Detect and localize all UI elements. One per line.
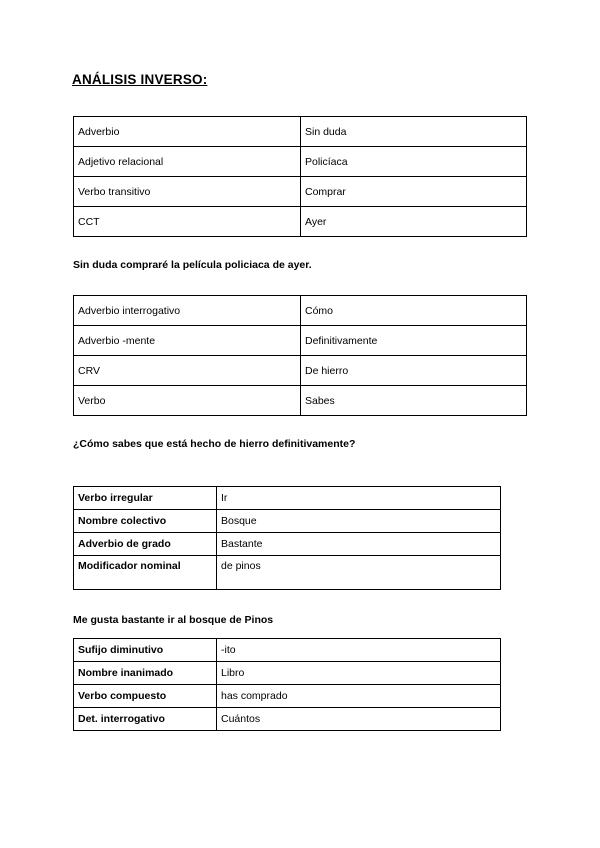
table-row xyxy=(74,510,501,533)
table-row xyxy=(74,296,527,326)
table-row xyxy=(74,639,501,662)
analysis-table-1 xyxy=(73,116,527,237)
table-row xyxy=(74,708,501,731)
table-cell: CCT xyxy=(74,207,301,237)
table-cell: Nombre inanimado xyxy=(74,662,217,685)
table-row xyxy=(74,207,527,237)
sentence-1: Sin duda compraré la película policiaca de ayer. xyxy=(73,259,312,271)
sentence-2: ¿Cómo sabes que está hecho de hierro definitivamente? xyxy=(73,438,356,450)
sentence-3: Me gusta bastante ir al bosque de Pinos xyxy=(73,614,274,626)
analysis-table-2 xyxy=(73,295,527,416)
table-cell: Cómo xyxy=(301,296,527,326)
table-row xyxy=(74,147,527,177)
table-row xyxy=(74,662,501,685)
table-cell: Comprar xyxy=(301,177,527,207)
table-cell: Adjetivo relacional xyxy=(74,147,301,177)
table-cell: Ayer xyxy=(301,207,527,237)
table-row xyxy=(74,326,527,356)
table-cell: Det. interrogativo xyxy=(74,708,217,731)
table-cell: Sin duda xyxy=(301,117,527,147)
table-cell: CRV xyxy=(74,356,301,386)
table-cell: Bastante xyxy=(217,533,501,556)
table-row xyxy=(74,356,527,386)
table-row xyxy=(74,177,527,207)
table-cell: De hierro xyxy=(301,356,527,386)
table-cell: Modificador nominal xyxy=(74,556,217,590)
table-cell: Adverbio -mente xyxy=(74,326,301,356)
table-row xyxy=(74,685,501,708)
table-cell: Sabes xyxy=(301,386,527,416)
table-cell: Verbo transitivo xyxy=(74,177,301,207)
table-cell: Bosque xyxy=(217,510,501,533)
table-cell: Ir xyxy=(217,487,501,510)
page-title: ANÁLISIS INVERSO: xyxy=(72,72,208,87)
table-cell: Sufijo diminutivo xyxy=(74,639,217,662)
table-cell: Definitivamente xyxy=(301,326,527,356)
table-cell: Verbo xyxy=(74,386,301,416)
table-cell: -ito xyxy=(217,639,501,662)
table-cell: Adverbio interrogativo xyxy=(74,296,301,326)
table-row xyxy=(74,556,501,590)
table-row xyxy=(74,487,501,510)
table-row xyxy=(74,386,527,416)
table-cell: Policíaca xyxy=(301,147,527,177)
table-cell: Verbo compuesto xyxy=(74,685,217,708)
table-cell: de pinos xyxy=(217,556,501,590)
table-row xyxy=(74,117,527,147)
table-cell: Libro xyxy=(217,662,501,685)
analysis-table-3 xyxy=(73,486,501,590)
table-cell: Adverbio de grado xyxy=(74,533,217,556)
table-cell: Cuántos xyxy=(217,708,501,731)
table-cell: Adverbio xyxy=(74,117,301,147)
table-cell: has comprado xyxy=(217,685,501,708)
analysis-table-4 xyxy=(73,638,501,731)
table-cell: Nombre colectivo xyxy=(74,510,217,533)
table-row xyxy=(74,533,501,556)
table-cell: Verbo irregular xyxy=(74,487,217,510)
